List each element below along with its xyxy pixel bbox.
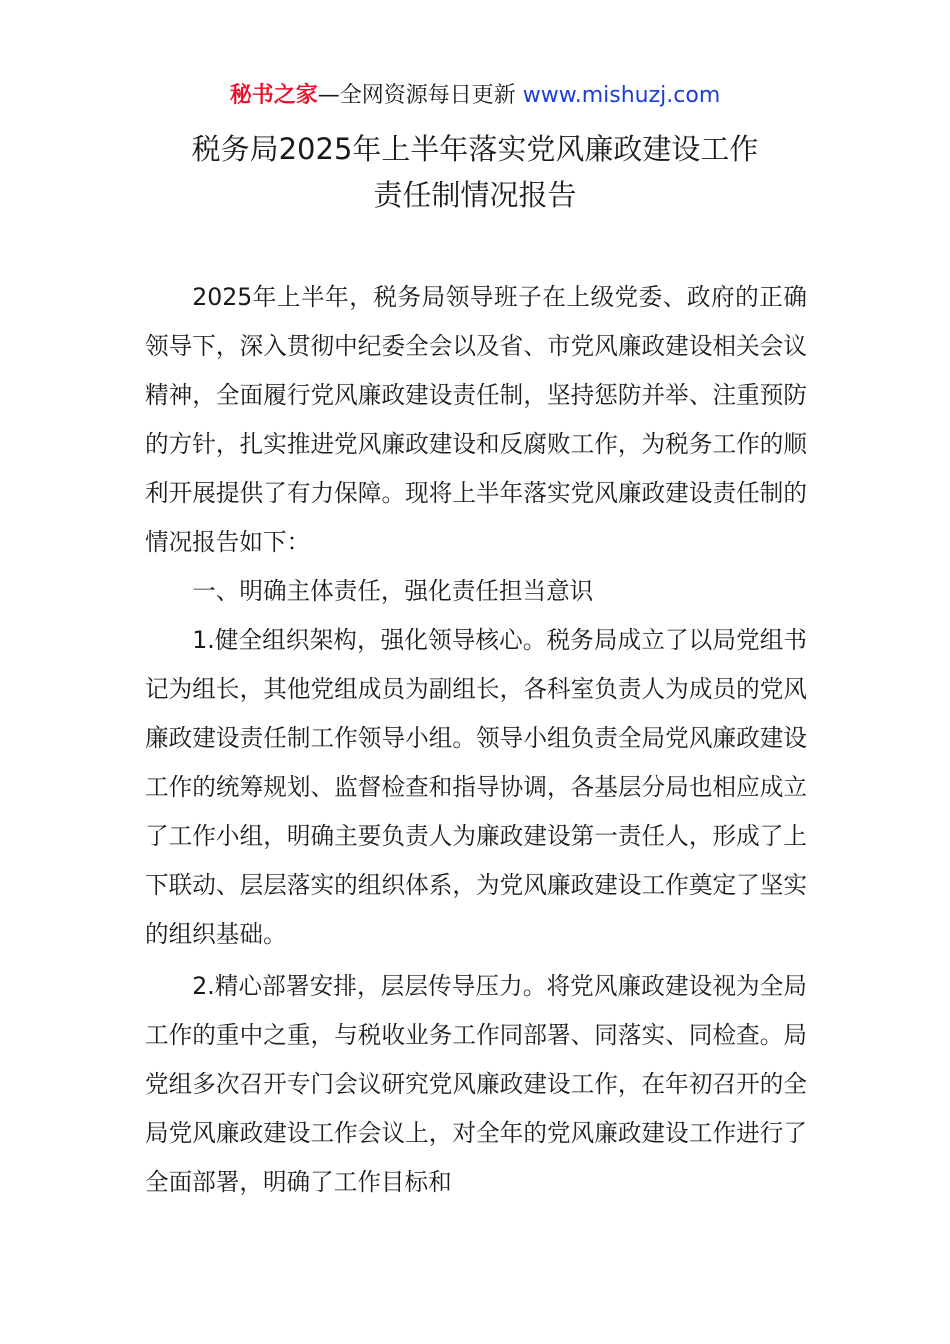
document-body	[145, 273, 807, 1207]
section-heading-1: 一、明确主体责任，强化责任担当意识	[192, 577, 594, 605]
document-title	[0, 126, 950, 218]
watermark-tagline: —全网资源每日更新	[317, 83, 516, 108]
item-paragraph-1: 1.健全组织架构，强化领导核心。税务局成立了以局党组书记为组长，其他党组成员为副组长，各科室负责人为成员的党风廉政建设责任制工作领导小组。领导小组负责全局党风廉政建设工作的统筹规划、监督检查和指导协调，各基层分局也相应成立了工作小组，明确主要负责人为廉政建设第一责任人，形成了上下联动、层层落实的组织体系，为党风廉政建设工作奠定了坚实的组织基础。	[145, 626, 807, 948]
site-watermark	[0, 80, 950, 112]
item-paragraph-2: 2.精心部署安排，层层传导压力。将党风廉政建设视为全局工作的重中之重，与税收业务工作同部署、同落实、同检查。局党组多次召开专门会议研究党风廉政建设工作，在年初召开的全局党风廉政建设工作会议上，对全年的党风廉政建设工作进行了全面部署，明确了工作目标和	[145, 972, 807, 1196]
watermark-brand: 秘书之家	[229, 83, 318, 108]
intro-paragraph: 2025年上半年，税务局领导班子在上级党委、政府的正确领导下，深入贯彻中纪委全会以及省、市党风廉政建设相关会议精神，全面履行党风廉政建设责任制，坚持惩防并举、注重预防的方针，扎实推进党风廉政建设和反腐败工作，为税务工作的顺利开展提供了有力保障。现将上半年落实党风廉政建设责任制的情况报告如下：	[145, 283, 807, 556]
title-line-2: 责任制情况报告	[373, 178, 577, 212]
watermark-url[interactable]: www.mishuzj.com	[522, 83, 721, 108]
title-line-1: 税务局2025年上半年落实党风廉政建设工作	[191, 132, 759, 166]
